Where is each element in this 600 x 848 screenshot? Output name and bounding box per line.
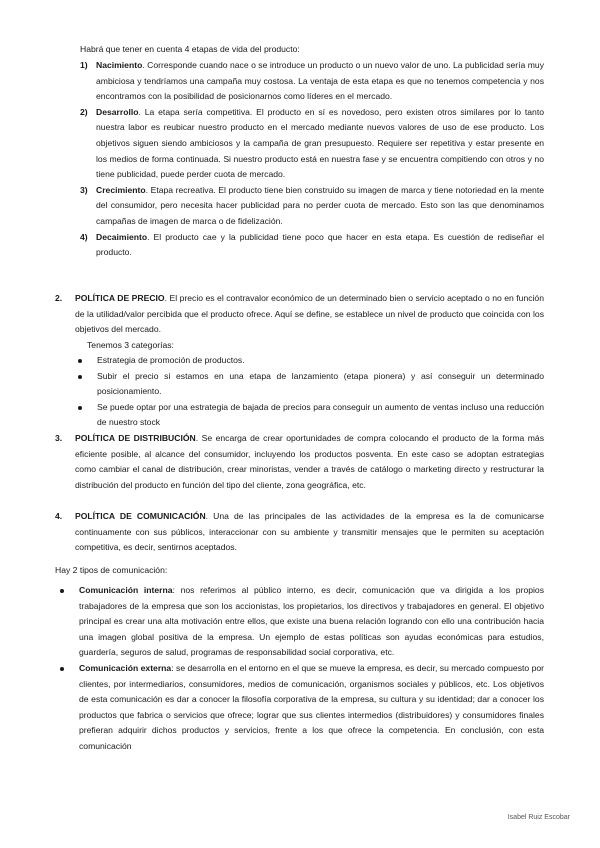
policy-number: 3. — [55, 433, 63, 443]
communication-types-list — [60, 583, 544, 755]
stage-title: Decaimiento — [96, 231, 148, 242]
price-categories-list — [78, 353, 544, 431]
policy-item — [55, 291, 544, 338]
policy-number: 2. — [55, 293, 63, 303]
communication-types-label: Hay 2 tipos de comunicación: — [55, 565, 168, 575]
list-item: Se puede optar por una estrategia de bajada de precios para conseguir un aumento de ventas incluso una reducción de nuestro stock — [78, 400, 544, 431]
author-footer: Isabel Ruiz Escobar — [507, 814, 570, 821]
stage-text: . Corresponde cuando nace o se introduce un producto o un nuevo valor de uno. La publicidad sería muy ambiciosa y tendríamos una campaña muy costosa. La ventaja de esta etapa es que no tenemos competencia y nos encontramos con la posibilidad de posicionarnos como líderes en el mercado. — [96, 60, 544, 102]
policy-title: POLÍTICA DE DISTRIBUCIÓN — [75, 433, 196, 443]
bullet-icon — [78, 359, 82, 363]
bullet-icon — [60, 589, 64, 593]
stage-item — [80, 230, 544, 261]
policy-distribution — [55, 431, 544, 493]
policy-title: POLÍTICA DE PRECIO — [75, 293, 165, 303]
stage-item — [80, 58, 544, 105]
list-item: Subir el precio si estamos en una etapa de lanzamiento (etapa pionera) y así conseguir un determinado posicionamiento. — [78, 369, 544, 400]
stage-number: 2) — [80, 106, 88, 117]
policy-text: . Una de las principales de las actividades de la empresa es la de comunicarse continuamente con sus públicos, interaccionar con su ambiente y transmitir mensajes que le permiten su aceptación competitiva, es decir, sentirnos aceptados. — [75, 511, 544, 553]
stage-title: Crecimiento — [96, 184, 146, 195]
stage-text: . Etapa recreativa. El producto tiene bien construido su imagen de marca y tiene notoriedad en la mente del consumidor, pero necesita hacer publicidad para no perder cuota de mercado. Esto son las que denominamos campañas de imagen de marca o de fidelización. — [96, 184, 544, 226]
policy-title: POLÍTICA DE COMUNICACIÓN — [75, 511, 206, 521]
stage-title: Nacimiento — [96, 60, 143, 70]
policy-text: . Se encarga de crear oportunidades de compra colocando el producto de la forma más eficiente posible, al alcance del consumidor, incluyendo los productos posventa. En este caso se adoptan estrategias como cambiar el canal de distribución, crear minoristas, vender a través de catálogo o marketing directo y restructurar la distribución del producto en función del tipo del cliente, zona geográfica, etc. — [75, 433, 545, 490]
bullet-icon — [60, 667, 64, 671]
list-item — [60, 583, 544, 661]
product-stages-list — [80, 58, 544, 261]
stage-number: 3) — [80, 184, 88, 195]
stage-title: Desarrollo — [96, 106, 139, 117]
policy-item — [55, 509, 544, 556]
stage-number: 4) — [80, 231, 88, 242]
price-categories-label: Tenemos 3 categorías: — [87, 340, 174, 350]
bullet-icon — [78, 375, 82, 379]
stage-item — [80, 183, 544, 230]
policy-number: 4. — [55, 511, 63, 521]
type-title: Comunicación externa — [79, 662, 172, 673]
policy-communication — [55, 509, 544, 556]
stages-intro: Habrá que tener en cuenta 4 etapas de vida del producto: — [80, 44, 300, 54]
type-text: : se desarrolla en el entorno en el que se mueve la empresa, es decir, su mercado compuesto por clientes, por intermediarios, consumidores, medios de comunicación, organismos sociales y públicos, etc. Los objetivos de esta comunicación es dar a conocer la filosofía corporativa de la empresa, su cultura y su identidad; dar a conocer los productos que fabrica o servicios que ofrece; lograr que sus clientes intermedios (distribuidores) y consumidores finales prefieran adquirir dichos productos y servicios, frente a los que ofrece la competencia. En conclusión, con esta comunicación — [79, 662, 545, 751]
type-text: : nos referimos al público interno, es decir, comunicación que va dirigida a los propios trabajadores de la empresa que son los accionistas, los propietarios, los directivos y trabajadores en general. El objetivo principal es crear una alta motivación entre ellos, que existe una buena relación logrando con ello una contribución hacia una imagen global positiva de la empresa. Un ejemplo de estas políticas son ayudas económicas para estudios, guardería, seguros de salud, programas de responsabilidad social corporativa, etc. — [79, 585, 544, 658]
stage-item — [80, 105, 544, 183]
policy-text: . El precio es el contravalor económico de un determinado bien o servicio aceptado o no en función de la utilidad/valor percibida que el producto ofrece. Aquí se define, se establece un nivel de producto que coincida con los objetivos del mercado. — [75, 293, 544, 335]
policy-price — [55, 291, 544, 338]
list-item: Estrategia de promoción de productos. — [78, 353, 544, 369]
list-item — [60, 661, 544, 755]
type-title: Comunicación interna — [79, 585, 173, 595]
stage-text: . El producto cae y la publicidad tiene poco que hacer en esta etapa. Es cuestión de rediseñar el producto. — [96, 231, 544, 258]
stage-number: 1) — [80, 60, 88, 70]
policy-item — [55, 431, 544, 493]
stage-text: . La etapa sería competitiva. El producto en sí es novedoso, pero existen otros similares por lo tanto nuestra labor es reubicar nuestro producto en el mercado mediante nuevos valores de uso de ese producto. Los objetivos siguen siendo ambiciosos y la campaña de gran presupuesto. Requiere ser repetitiva y estar presente en los medios de forma continuada. Si nuestro producto está en nuestra fase y se encuentra compitiendo con otros y no tiene publicidad, puede perder cuota de mercado. — [96, 106, 544, 180]
bullet-icon — [78, 406, 82, 410]
